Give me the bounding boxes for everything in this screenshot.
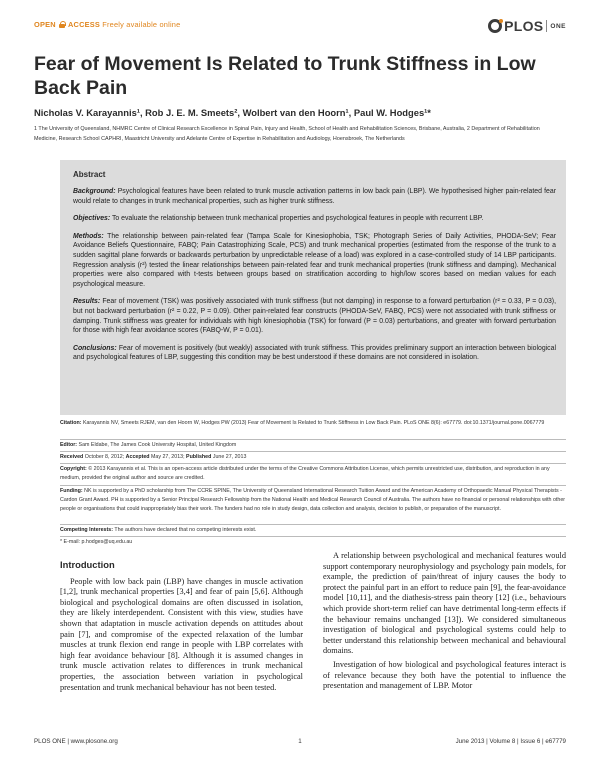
page-number: 1 <box>298 738 302 745</box>
copyright-text: © 2013 Karayannis et al. This is an open-access article distributed under the terms of the Creative Commons Attribution License, which permits unrestricted use, distribution, and reproduction in any medium, provided the original author and source are credited. <box>60 466 550 481</box>
copyright-label: Copyright: <box>60 466 87 472</box>
accepted-label: Accepted <box>125 454 150 460</box>
abstract-results <box>73 297 556 335</box>
introduction-heading: Introduction <box>60 559 115 570</box>
email: * E-mail: p.hodges@uq.edu.au <box>60 539 133 545</box>
footer-journal: PLOS ONE | www.plosone.org <box>34 738 118 745</box>
article-title: Fear of Movement Is Related to Trunk Stiffness in Low Back Pain <box>34 53 536 99</box>
open-label: OPEN <box>34 20 56 29</box>
editor-label: Editor: <box>60 442 78 448</box>
open-lock-icon <box>59 21 65 28</box>
page-footer <box>34 738 566 748</box>
access-label: ACCESS <box>68 20 101 29</box>
funding <box>60 487 566 513</box>
conclusions-label: Conclusions: <box>73 344 117 352</box>
divider <box>60 463 566 464</box>
plos-circle-icon <box>488 19 502 33</box>
accepted-text: May 27, 2013; <box>149 454 187 460</box>
divider <box>60 524 566 525</box>
results-text: Fear of movement (TSK) was positively associated with trunk stiffness (but not damping) in response to a forward perturbation (r² = 0.33, P = 0.03), but not backward perturbation (r² = 0.22, P = 0.09). Other pain-related fear constructs (PHODA-SeV, FABQ, PCS) were not associated with trunk stiffness or damping. Trunk stiffness was greater for individuals with high kinesiophobia (TSK) for forward (P = 0.03) perturbations, and greater with forward perturbation for those with high fear avoidance scores (FABQ-W, P = 0.01). <box>73 298 556 335</box>
abstract-objectives <box>73 214 556 224</box>
methods-text: The relationship between pain-related fear (Tampa Scale for Kinesiophobia, TSK; Photograph Series of Daily Activities, PHODA-SeV; Fear Avoidance Beliefs Questionnaire, FABQ; Pain Catastrophizing Scale, PCS) and trunk mechanical properties (estimated from the response of the trunk to a sudden sagittal plane forwards or backwards perturbation by unpredictable release of a load) was explored in a case-controlled study of 14 LBP participants. Regression analysis (r²) tested the linear relationships between pain-related fear and trunk mechanical properties (trunk stiffness and damping). Mechanical properties were also compared with t-tests between groups based on stratification according to high/low scores based on median values for each psychological measure. <box>73 232 556 288</box>
intro-paragraph-2: A relationship between psychological and mechanical features would support contemporary neurophysiology and psychology pain models, for example, the prediction of pain/threat of injury causes the body to protect the painful part in an effort to reduce pain [9], the fear-avoidance model [10,11], and the diathesis-stress pain theory [12] (i.e., behaviours which provide short-term relief can have detrimental long-term effects if the behaviour remains unchanged [13]). We considered simultaneous investigation of biological and psychological systems could help to better understand this relationship between mechanical and behavioural domains. <box>323 551 566 656</box>
citation <box>60 419 566 428</box>
freely-available-label: Freely available online <box>102 20 181 29</box>
received-text: October 8, 2012; <box>83 454 126 460</box>
conclusions-text: Fear of movement is positively (but weakly) associated with trunk stiffness. This provides preliminary support an interaction between biological and psychological features of LBP, suggesting this condition may be best understood if these domains are not considered in isolation. <box>73 344 556 362</box>
body-column-left <box>60 560 303 696</box>
editor-text: Sam Eldabe, The James Cook University Hospital, United Kingdom <box>77 442 237 448</box>
background-text: Psychological features have been related to trunk muscle activation patterns in low back pain (LBP). We hypothesised higher pain-related fear would relate to changes in trunk mechanical properties, such as higher trunk stiffness. <box>73 188 556 205</box>
page-header <box>34 16 566 36</box>
journal-name: ONE <box>550 22 566 30</box>
divider <box>60 536 566 537</box>
results-label: Results: <box>73 298 101 306</box>
body-column-right <box>323 551 566 695</box>
logo-divider <box>546 20 547 32</box>
published-text: June 27, 2013 <box>211 454 247 460</box>
author-list: Nicholas V. Karayannis¹, Rob J. E. M. Smeets², Wolbert van den Hoorn¹, Paul W. Hodges¹* <box>34 107 431 118</box>
intro-paragraph-1: People with low back pain (LBP) have changes in muscle activation [1,2], trunk mechanical properties [3,4] and fear of pain [5,6]. Although biological and psychological domains are often discussed in isolation, they are likely interdependent. Consistent with this view, studies have shown that adaptation in muscle activation depends on attitudes about pain [7], and compromise of the expected relaxation of the lumbar muscles at trunk flexion end range in people with LBP correlates with high fear avoidance behaviour [8]. Although it is assumed changes in trunk muscle activation relates to differences in trunk mechanical properties, the association between variation in psychological presentation and trunk mechanical behaviour has not been tested. <box>60 576 303 692</box>
divider <box>60 451 566 452</box>
abstract-methods <box>73 232 556 290</box>
dates <box>60 453 566 462</box>
abstract-box <box>60 160 566 415</box>
divider <box>60 439 566 440</box>
editor <box>60 441 566 450</box>
plos-one-logo <box>488 16 566 36</box>
open-access-badge <box>34 20 180 29</box>
funding-text: NK is supported by a PhD scholarship from The CCRE SPINE, The University of Queensland International Research Tuition Award and the American Academy of Orthopaedic Manual Physical Therapists - Cardon Grant Award. PH is supported by a Senior Principal Research Fellowship from the National Health and Medical Research Council of Australia. The authors have no financial or personal relationships with other people or organisations that could inappropriately bias their work. The funders had no role in study design, data collection and analysis, decision to publish, or preparation of the manuscript. <box>60 488 566 512</box>
footer-issue: June 2013 | Volume 8 | Issue 6 | e67779 <box>455 738 566 745</box>
competing-label: Competing Interests: <box>60 527 113 533</box>
abstract-background <box>73 187 556 206</box>
intro-paragraph-3: Investigation of how biological and psychological features interact is of relevance because they both have the potential to influence the presentation and management of LBP. Motor <box>323 659 566 691</box>
methods-label: Methods: <box>73 232 104 240</box>
citation-text: Karayannis NV, Smeets RJEM, van den Hoorn W, Hodges PW (2013) Fear of Movement Is Related to Trunk Stiffness in Low Back Pain. PLoS ONE 8(6): e67779. doi:10.1371/journal.pone.0067779 <box>81 420 545 426</box>
abstract-heading: Abstract <box>73 170 106 179</box>
objectives-text: To evaluate the relationship between trunk mechanical properties and psychological features in people with recurrent LBP. <box>110 215 484 223</box>
plos-wordmark: PLOS <box>504 18 544 34</box>
abstract-conclusions <box>73 344 556 363</box>
divider <box>60 485 566 486</box>
copyright <box>60 465 566 483</box>
citation-label: Citation: <box>60 420 82 426</box>
funding-label: Funding: <box>60 488 83 494</box>
background-label: Background: <box>73 188 116 195</box>
published-label: Published <box>186 454 212 460</box>
competing-interests <box>60 526 566 535</box>
affiliations: 1 The University of Queensland, NHMRC Centre of Clinical Research Excellence in Spinal Pain, Injury and Health, School of Health and Rehabilitation Sciences, Brisbane, Australia, 2 Department of Rehabilitation Medicine, Research School CAPHRI, Maastricht University and Adelante Centre of Expertise in Rehabilitation and Audiology, Hoensbroek, The Netherlands <box>34 126 540 142</box>
competing-text: The authors have declared that no competing interests exist. <box>112 527 257 533</box>
objectives-label: Objectives: <box>73 215 111 223</box>
received-label: Received <box>60 454 84 460</box>
